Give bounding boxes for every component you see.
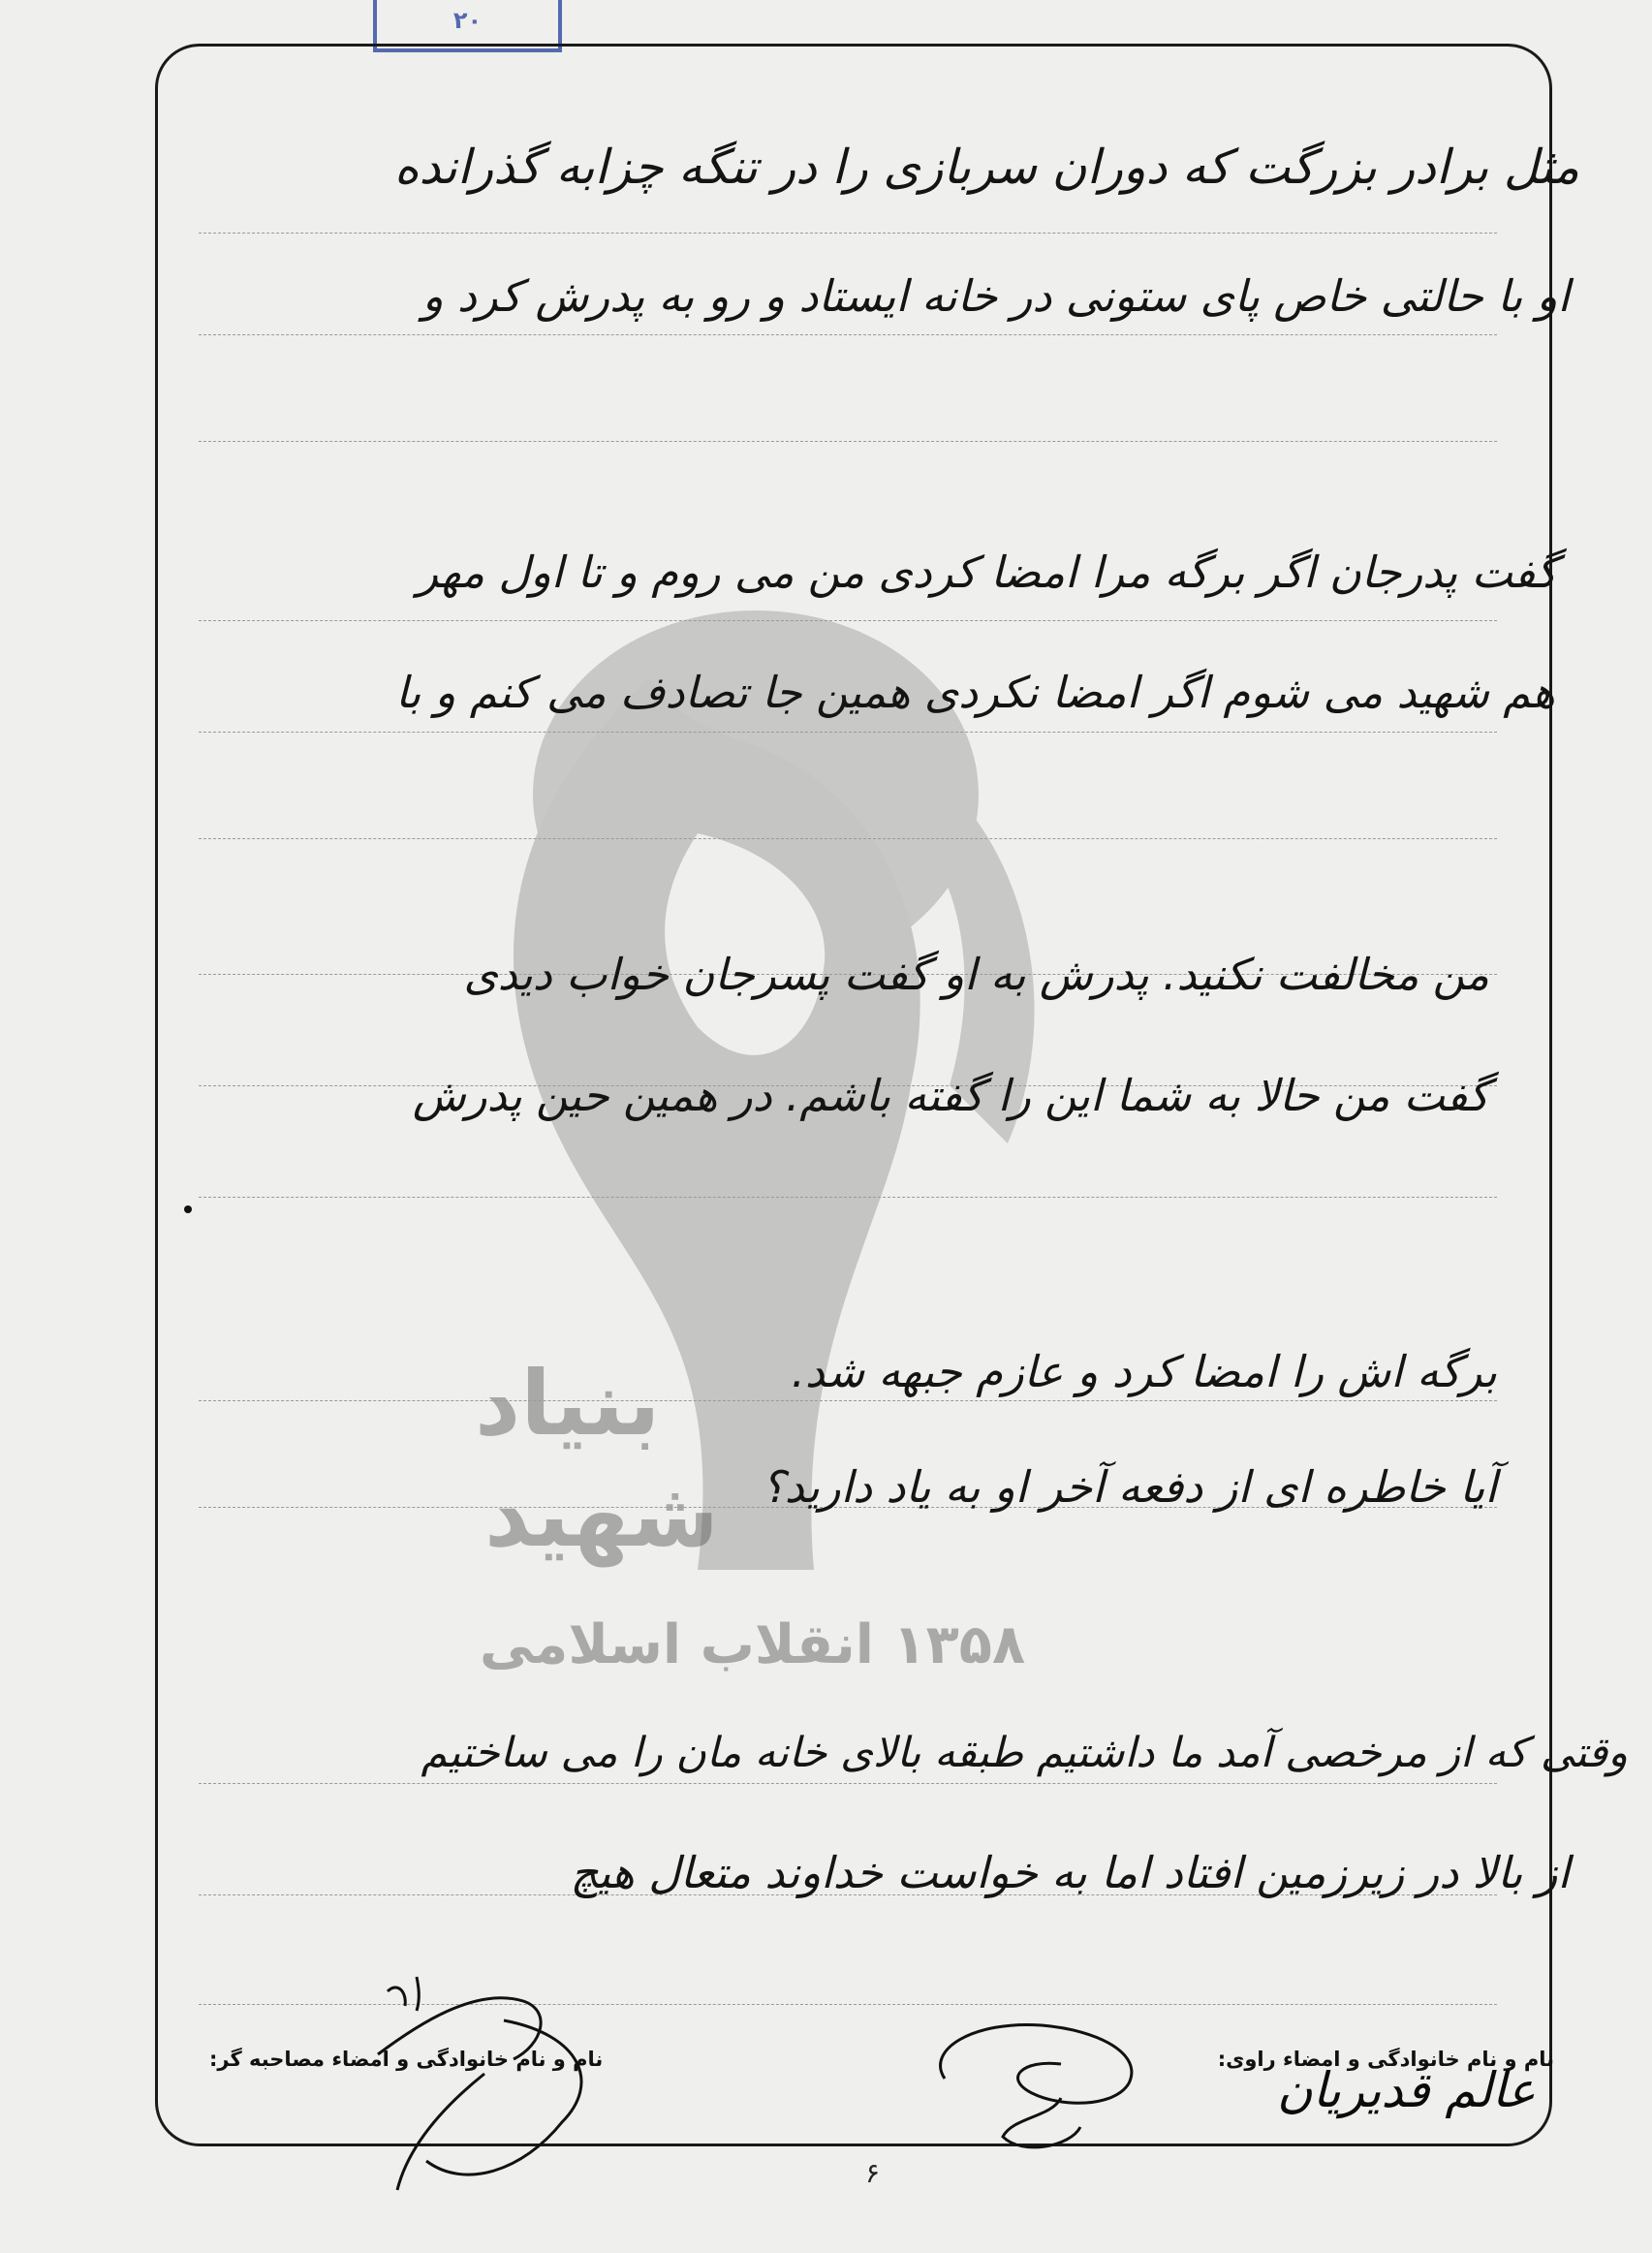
page-number: ۶ — [865, 2157, 881, 2189]
ink-dot — [184, 1205, 192, 1213]
handwritten-line-4: هم شهید می شوم اگر امضا نکردی همین جا تصادف می کنم و با — [395, 667, 1555, 718]
ruled-line — [199, 334, 1497, 335]
ruled-line — [199, 441, 1497, 442]
interviewer-signature — [358, 1967, 610, 2219]
narrator-name: عالم قدیریان — [1277, 2062, 1536, 2118]
watermark-word-martyr: شهید — [484, 1463, 719, 1567]
stamp-number: ۲۰ — [452, 7, 483, 34]
interviewer-caption: نام و نام خانوادگی و امضاء مصاحبه گر: — [209, 2048, 604, 2071]
handwritten-line-1: مثل برادر بزرگت که دوران سربازی را در تنگه چزابه گذرانده — [393, 140, 1579, 195]
handwritten-line-6: گفت من حالا به شما این را گفته باشم. در همین حین پدرش — [412, 1070, 1489, 1121]
handwritten-line-10: از بالا در زیرزمین افتاد اما به خواست خداوند متعال هیچ — [570, 1847, 1570, 1898]
handwritten-line-8: آیا خاطره ای از دفعه آخر او به یاد دارید؟ — [761, 1461, 1497, 1513]
ruled-line — [199, 1783, 1497, 1784]
handwritten-line-5: من مخالفت نکنید. پدرش به او گفت پسرجان خواب دیدی — [463, 949, 1489, 1000]
ruled-line — [199, 1197, 1497, 1198]
watermark-revolution-text: ۱۳۵۸ انقلاب اسلامی — [480, 1613, 1026, 1676]
narrator-signature — [916, 2011, 1168, 2166]
handwritten-line-3: گفت پدرجان اگر برگه مرا امضا کردی من می روم و تا اول مهر — [417, 547, 1557, 598]
ruled-line — [199, 1400, 1497, 1401]
handwritten-line-2: او با حالتی خاص پای ستونی در خانه ایستاد و رو به پدرش کرد و — [421, 270, 1570, 322]
ruled-line — [199, 620, 1497, 621]
ruled-line — [199, 233, 1497, 234]
handwritten-line-9: وقتی که از مرخصی آمد ما داشتیم طبقه بالای خانه مان را می ساختیم — [421, 1729, 1628, 1777]
watermark-word-foundation: بنیاد — [475, 1352, 661, 1455]
handwritten-line-7: برگه اش را امضا کرد و عازم جبهه شد. — [791, 1346, 1497, 1397]
ruled-line — [199, 838, 1497, 839]
ruled-line — [199, 732, 1497, 733]
narrator-caption: نام و نام خانوادگی و امضاء راوی: — [1217, 2048, 1554, 2071]
